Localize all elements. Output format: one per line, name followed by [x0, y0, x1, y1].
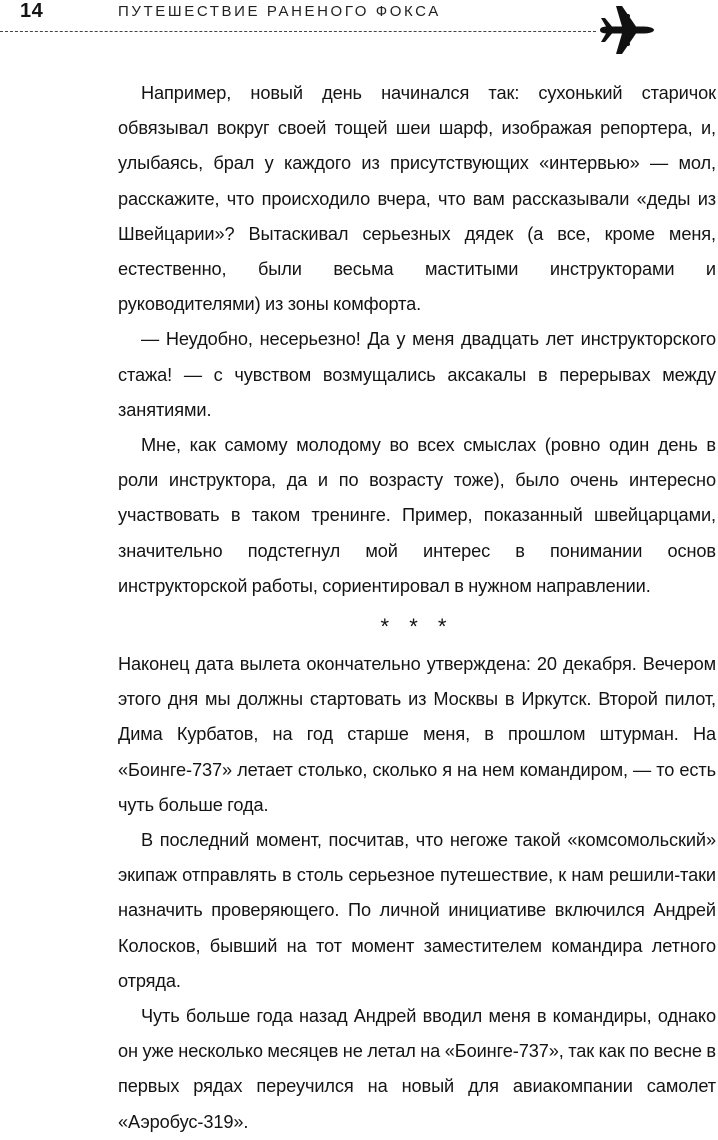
paragraph: Наконец дата вылета окончательно утверждена: 20 декабря. Вечером этого дня мы должны стартовать из Москвы в Иркутск. Второй пилот, Дима Курбатов, на год старше меня, в прошлом штурман. На «Боинге-737» летает столько, сколько я на нем командиром, — то есть чуть больше года.	[118, 654, 716, 815]
airplane-icon	[596, 4, 656, 56]
page-body	[118, 76, 716, 1140]
running-title: ПУТЕШЕСТВИЕ РАНЕНОГО ФОКСА	[118, 3, 441, 20]
section-separator: * * *	[380, 614, 454, 640]
paragraph: — Неудобно, несерьезно! Да у меня двадцать лет инструкторского стажа! — с чувством возмущались аксакалы в перерывах между занятиями.	[118, 329, 716, 420]
page-number: 14	[20, 0, 44, 22]
header-rule	[0, 31, 596, 32]
paragraph: Чуть больше года назад Андрей вводил меня в командиры, однако он уже несколько месяцев не летал на «Боинге-737», так как по весне в первых рядах переучился на новый для авиакомпании самолет «Аэробус-319».	[118, 1006, 716, 1132]
paragraph: Например, новый день начинался так: сухонький старичок обвязывал вокруг своей тощей шеи шарф, изображая репортера, и, улыбаясь, брал у каждого из присутствующих «интервью» — мол, расскажите, что происходило вчера, что вам рассказывали «деды из Швейцарии»? Вытаскивал серьезных дядек (а все, кроме меня, естественно, были весьма маститыми инструкторами и руководителями) из зоны комфорта.	[118, 83, 716, 315]
paragraph: Мне, как самому молодому во всех смыслах (ровно один день в роли инструктора, да и по возрасту тоже), было очень интересно участвовать в таком тренинге. Пример, показанный швейцарцами, значительно подстегнул мой интерес в понимании основ инструкторской работы, сориентировал в нужном направлении.	[118, 435, 716, 596]
paragraph: В последний момент, посчитав, что негоже такой «комсомольский» экипаж отправлять в столь серьезное путешествие, к нам решили-таки назначить проверяющего. По личной инициативе включился Андрей Колосков, бывший на тот момент заместителем командира летного отряда.	[118, 830, 716, 991]
